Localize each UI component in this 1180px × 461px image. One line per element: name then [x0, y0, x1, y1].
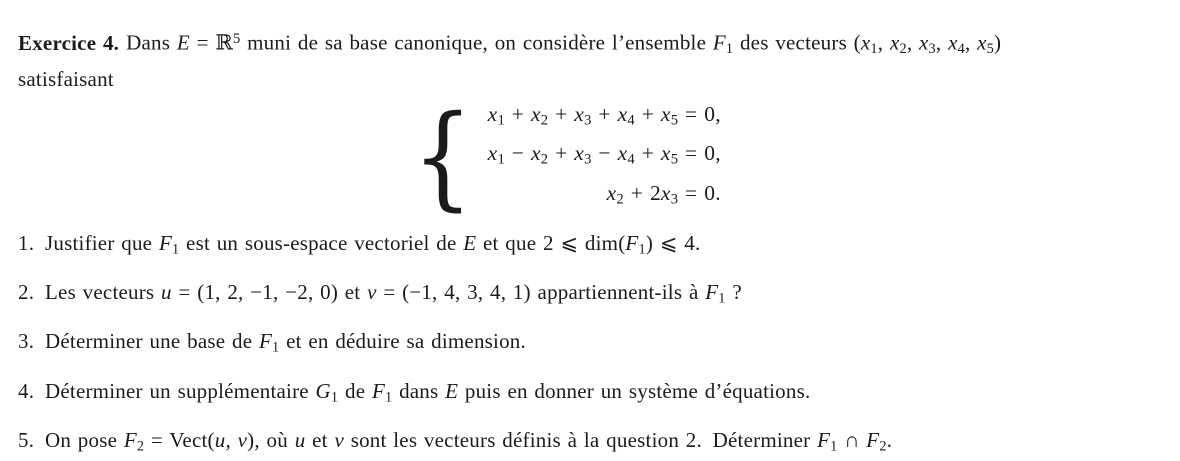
text-segment: x: [660, 180, 671, 205]
text-segment: u: [214, 428, 226, 453]
text-segment: 5: [986, 40, 995, 57]
text-segment: .: [886, 428, 893, 453]
text-segment: F: [158, 230, 172, 255]
text-segment: Justifier que: [45, 230, 159, 255]
text-segment: Déterminer une base de: [45, 329, 259, 354]
equation-lines: [488, 98, 721, 216]
text-segment: = 0,: [678, 101, 721, 126]
text-segment: 1: [171, 241, 180, 258]
text-segment: F: [625, 230, 639, 255]
text-segment: E: [463, 230, 477, 255]
text-segment: ,: [225, 428, 238, 453]
text-segment: = (1, 2, −1, −2, 0) et: [171, 280, 368, 305]
text-segment: F: [371, 378, 385, 403]
text-segment: 3: [584, 112, 592, 129]
text-segment: G: [315, 378, 331, 403]
text-segment: 5: [233, 31, 241, 47]
text-segment: 4: [957, 40, 965, 57]
text-segment: = (−1, 4, 3, 4, 1) appartiennent-ils à: [376, 280, 706, 305]
text-segment: F: [712, 30, 726, 55]
text-segment: F: [866, 428, 880, 453]
text-segment: dans: [392, 378, 446, 403]
text-segment: ?: [725, 280, 742, 305]
text-segment: 1: [638, 241, 646, 258]
text-segment: ,: [964, 30, 978, 55]
text-segment: ,: [877, 30, 890, 55]
text-segment: x: [530, 101, 541, 126]
question-text: [45, 377, 810, 412]
text-segment: 1: [385, 389, 393, 406]
text-segment: 3: [928, 40, 936, 57]
question-number: 2.: [18, 280, 35, 305]
text-segment: −: [504, 141, 531, 166]
text-segment: 1: [725, 40, 734, 57]
text-segment: et: [305, 428, 335, 453]
text-segment: 2: [540, 151, 549, 168]
text-segment: muni de sa base canonique, on considère l’ensemble: [240, 30, 713, 55]
text-segment: = Vect(: [144, 428, 215, 453]
text-segment: Dans: [126, 30, 177, 55]
text-segment: 5: [670, 151, 679, 168]
text-segment: 2: [540, 112, 549, 129]
exercise-intro-line-1: [18, 24, 1162, 64]
text-segment: x: [660, 101, 671, 126]
text-segment: x: [487, 101, 498, 126]
left-brace: {: [412, 91, 474, 222]
text-segment: 2: [899, 40, 907, 57]
text-segment: ∩: [837, 428, 867, 453]
question-item-3: [18, 327, 1162, 362]
text-segment: 3: [584, 151, 592, 168]
question-item-5: [18, 426, 1162, 461]
text-segment: x: [977, 30, 987, 55]
text-segment: +: [548, 141, 575, 166]
text-segment: F: [817, 428, 831, 453]
text-segment: x: [660, 141, 671, 166]
exercise-intro-line-2: [18, 64, 1162, 94]
text-segment: 4: [627, 151, 635, 168]
text-segment: x: [889, 30, 900, 55]
question-item-2: [18, 278, 1162, 313]
text-segment: x: [860, 30, 871, 55]
question-number: 5.: [18, 428, 35, 453]
question-text: [45, 278, 742, 313]
text-segment: v: [237, 428, 248, 453]
text-segment: x: [948, 30, 958, 55]
text-segment: 1: [330, 389, 339, 406]
text-segment: de: [338, 378, 372, 403]
text-segment: 3: [670, 190, 679, 207]
text-segment: des vecteurs (: [733, 30, 861, 55]
text-segment: F: [705, 280, 719, 305]
text-segment: +: [504, 101, 531, 126]
text-segment: u: [161, 280, 172, 305]
text-segment: F: [123, 428, 137, 453]
text-segment: +: [634, 141, 661, 166]
text-segment: puis en donner un système d’équations.: [458, 378, 811, 403]
text-segment: x: [606, 180, 617, 205]
text-segment: est un sous-espace vectoriel de: [179, 230, 464, 255]
text-segment: 2: [616, 190, 624, 207]
text-segment: 1: [272, 339, 280, 356]
text-segment: E: [176, 30, 190, 55]
equation-1: [488, 98, 721, 137]
text-segment: x: [574, 141, 585, 166]
question-item-4: [18, 377, 1162, 412]
text-segment: sont les vecteurs définis à la question 2. Déterminer: [343, 428, 818, 453]
question-item-1: [18, 229, 1162, 264]
text-segment: 5: [670, 112, 679, 129]
text-segment: Les vecteurs: [45, 280, 162, 305]
equation-3: [488, 177, 721, 216]
text-segment: E: [445, 378, 459, 403]
text-segment: et en déduire sa dimension.: [279, 329, 526, 354]
text-segment: 1: [830, 438, 838, 455]
text-segment: +: [591, 101, 618, 126]
text-segment: +: [634, 101, 661, 126]
question-number: 1.: [18, 230, 35, 255]
text-segment: +: [548, 101, 575, 126]
text-segment: Déterminer un supplémentaire: [45, 378, 316, 403]
text-segment: 2: [136, 438, 145, 455]
text-segment: satisfaisant: [18, 66, 114, 91]
text-segment: Exercice 4.: [18, 30, 120, 55]
text-segment: ), où: [247, 428, 295, 453]
text-segment: x: [617, 101, 628, 126]
equation-system: [0, 91, 1136, 222]
text-segment: On pose: [45, 428, 124, 453]
question-number: 4.: [18, 378, 35, 403]
question-list: [18, 229, 1162, 461]
text-segment: et que 2 ⩽ dim(: [476, 230, 626, 255]
text-segment: = 0,: [678, 141, 721, 166]
text-segment: ,: [906, 30, 920, 55]
text-segment: F: [258, 329, 272, 354]
question-number: 3.: [18, 329, 35, 354]
text-segment: = ℝ: [189, 30, 234, 55]
text-segment: x: [487, 141, 498, 166]
text-segment: 1: [718, 290, 726, 307]
text-segment: 1: [870, 40, 878, 57]
text-segment: x: [574, 101, 585, 126]
text-segment: u: [294, 428, 306, 453]
text-segment: −: [591, 141, 618, 166]
text-segment: 2: [879, 438, 887, 455]
question-text: [45, 327, 526, 362]
text-segment: ,: [935, 30, 949, 55]
text-segment: ) ⩽ 4.: [645, 230, 701, 255]
text-segment: 1: [497, 151, 505, 168]
text-segment: x: [530, 141, 541, 166]
question-text: [45, 229, 700, 264]
text-segment: 1: [497, 112, 505, 129]
text-segment: v: [334, 428, 344, 453]
text-segment: + 2: [623, 180, 661, 205]
text-segment: x: [617, 141, 628, 166]
text-segment: v: [367, 280, 377, 305]
question-text: [45, 426, 892, 461]
text-segment: ): [994, 30, 1002, 55]
text-segment: 4: [627, 112, 635, 129]
text-segment: = 0.: [678, 180, 721, 205]
equation-2: [488, 137, 721, 176]
text-segment: x: [919, 30, 929, 55]
